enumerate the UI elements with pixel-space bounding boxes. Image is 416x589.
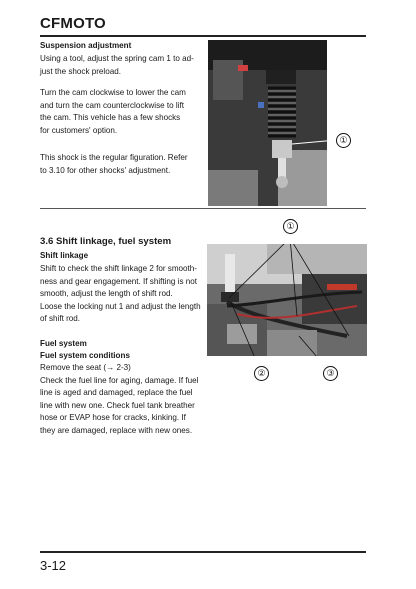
suspension-heading: Suspension adjustment (40, 41, 132, 50)
shock-absorber-illustration (208, 40, 327, 206)
text-line: Using a tool, adjust the spring cam 1 to ad- (40, 54, 194, 63)
text-line: of shift rod. (40, 314, 81, 324)
text-line: just the shock preload. (40, 66, 121, 76)
shift-linkage-para (40, 263, 201, 326)
text-line: line with new one. Check fuel tank breather (40, 400, 195, 410)
suspension-para-3 (40, 152, 188, 177)
text-line: This shock is the regular figuration. Refer (40, 153, 188, 162)
fuel-system-heading: Fuel system (40, 339, 87, 348)
callout-3-fuel-line: ③ (323, 366, 338, 381)
text-line: Turn the cam clockwise to lower the cam (40, 88, 186, 97)
section-title-shift-fuel: 3.6 Shift linkage, fuel system (40, 236, 172, 247)
text-line: they are damaged, replace with new ones. (40, 425, 193, 435)
page-number: 3-12 (40, 558, 67, 573)
shock-absorber-photo (208, 40, 327, 206)
footer-rule (40, 551, 366, 553)
text-line: ness and gear engagement. If shifting is not (40, 276, 198, 286)
text-line: Check the fuel line for aging, damage. If fuel (40, 375, 199, 385)
brand-logo-text: CFMOTO (40, 15, 106, 32)
suspension-para-2 (40, 87, 186, 137)
fuel-system-conditions-heading: Fuel system conditions (40, 351, 130, 360)
text-line: hose or EVAP hose for cracks, kinking. If (40, 413, 186, 423)
text-line: the cam. This vehicle has a few shocks (40, 113, 181, 123)
text-line: for customers' option. (40, 125, 118, 135)
fuel-system-para (40, 362, 198, 438)
section-divider (40, 208, 366, 209)
text-line: to 3.10 for other shocks' adjustment. (40, 165, 171, 175)
callout-1-locking-nut: ① (283, 219, 298, 234)
shift-linkage-heading: Shift linkage (40, 251, 89, 260)
header-rule (40, 35, 366, 37)
callout-1-spring-cam: ① (336, 133, 351, 148)
text-line: and turn the cam counterclockwise to lift (40, 100, 184, 110)
callout-2-shift-linkage: ② (254, 366, 269, 381)
text-line: Shift to check the shift linkage 2 for smooth- (40, 264, 198, 273)
text-line: Loose the locking nut 1 and adjust the length (40, 301, 201, 311)
engine-illustration (207, 244, 367, 356)
text-line: Remove the seat (→ 2-3) (40, 363, 131, 372)
text-line: line is aged and damaged, replace the fuel (40, 388, 193, 398)
suspension-para-1 (40, 53, 194, 78)
text-line: smooth, adjust the length of shift rod. (40, 289, 173, 299)
engine-shift-linkage-photo (207, 244, 367, 356)
